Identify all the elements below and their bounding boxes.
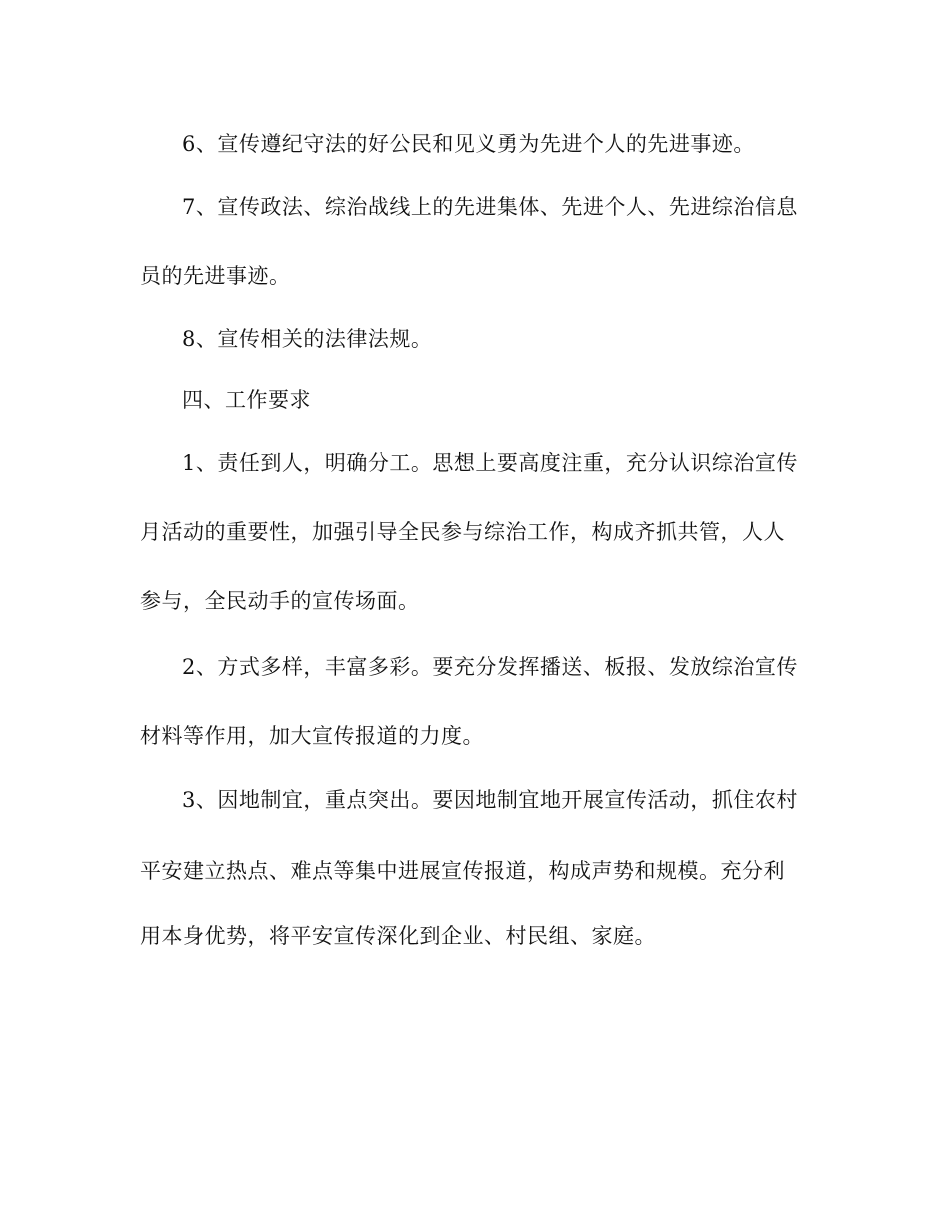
paragraph-6-line-1: 6、宣传遵纪守法的好公民和见义勇为先进个人的先进事迹。	[182, 132, 755, 156]
paragraph-8-line-1: 8、宣传相关的法律法规。	[182, 327, 433, 351]
requirement-1-line-3: 参与，全民动手的宣传场面。	[140, 589, 420, 613]
paragraph-7-line-2: 员的先进事迹。	[140, 264, 291, 288]
section-heading-work-requirements: 四、工作要求	[182, 388, 311, 412]
requirement-1-line-1: 1、责任到人，明确分工。思想上要高度注重，充分认识综治宣传	[182, 451, 798, 475]
requirement-2-line-1: 2、方式多样，丰富多彩。要充分发挥播送、板报、发放综治宣传	[182, 655, 798, 679]
requirement-3-line-2: 平安建立热点、难点等集中进展宣传报道，构成声势和规模。充分利	[140, 859, 785, 883]
requirement-1-line-2: 月活动的重要性，加强引导全民参与综治工作，构成齐抓共管，人人	[140, 520, 785, 544]
paragraph-7-line-1: 7、宣传政法、综治战线上的先进集体、先进个人、先进综治信息	[182, 195, 798, 219]
requirement-2-line-2: 材料等作用，加大宣传报道的力度。	[140, 724, 484, 748]
requirement-3-line-1: 3、因地制宜，重点突出。要因地制宜地开展宣传活动，抓住农村	[182, 788, 798, 812]
requirement-3-line-3: 用本身优势，将平安宣传深化到企业、村民组、家庭。	[140, 924, 656, 948]
